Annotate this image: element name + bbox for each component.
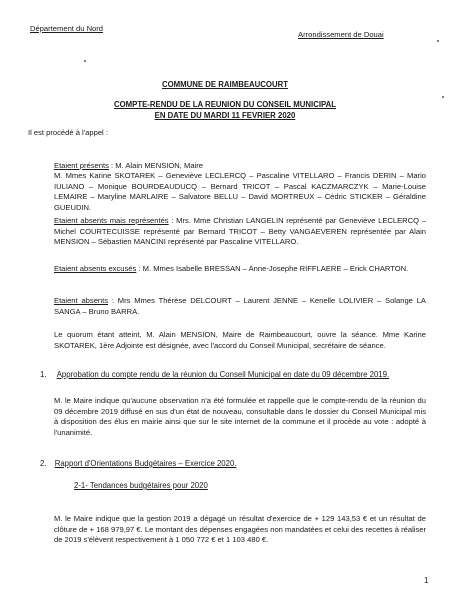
present-members xyxy=(54,150,426,214)
commune-title: COMMUNE DE RAIMBEAUCOURT xyxy=(161,80,289,89)
absent-excused-label: Etaient absents excusés xyxy=(54,264,137,273)
absent-represented-text: : Mrs. Mme Christian LANGELIN représenté par Geneviève LECLERCQ – Michel COURTECUISSE représenté par Bernard TRICOT – Betty VANGAEVEREN représentée par Alain MENSION – Sébastien MANCINI représenté par Pascaline VITELLARO. xyxy=(54,216,427,247)
section-2-body: M. le Maire indique que la gestion 2019 a dégagé un résultat d'exercice de + 129 143,53 € et un résultat de clôture de + 168 979,97 €. Le montant des dépenses engagées non mandatées et celui des recettes à réaliser de 2019 s'élèvent respectivement à 1 050 772 € et 1 103 480 €. xyxy=(54,514,426,545)
absent-represented-label: Etaient absents mais représentés xyxy=(54,216,169,225)
department-header: Département du Nord xyxy=(30,24,104,33)
section-1-title: Approbation du compte rendu de la réunion du Conseil Municipal en date du 09 décembre 2019. xyxy=(56,370,390,379)
section-2-subtitle xyxy=(74,480,426,491)
section-2-title: Rapport d'Orientations Budgétaires – Exercice 2020. xyxy=(54,459,237,468)
present-members-label: Etaient présents xyxy=(54,160,109,170)
absent-label: Etaient absents xyxy=(54,296,109,305)
scan-speck xyxy=(442,96,444,98)
section-2-subtitle-text: 2-1- Tendances budgétaires pour 2020 xyxy=(74,481,208,490)
absent-text: : Mrs Mmes Thérèse DELCOURT – Laurent JENNE – Kenelle LOLIVIER – Solange LA SANGA – Bruno BARRA. xyxy=(54,296,426,316)
section-2-number: 2. xyxy=(40,459,47,468)
scan-speck xyxy=(84,60,86,62)
report-title-line1: COMPTE-RENDU DE LA REUNION DU CONSEIL MUNICIPAL xyxy=(113,100,337,109)
arrondissement-header: Arrondissement de Douai xyxy=(298,30,384,39)
absent-excused-members xyxy=(54,264,426,275)
roll-call-intro: Il est procédé à l'appel : xyxy=(28,128,108,137)
page-number: 1 xyxy=(424,576,429,585)
absent-members xyxy=(54,296,426,317)
section-1-number: 1. xyxy=(40,370,47,379)
section-1-body: M. le Maire indique qu'aucune observation n'a été formulée et rappelle que le compte-rendu de la réunion du 09 décembre 2019 diffusé en sus d'un état de nouveau, consultable dans le dossier du Conseil Municipal mis à disposition des élus en mairie ainsi que sur le site internet de la commune et il procède au vote : adopté à l'unanimité. xyxy=(54,396,426,437)
quorum-paragraph: Le quorum étant atteint, M. Alain MENSION, Maire de Raimbeaucourt, ouvre la séance. Mme Karine SKOTAREK, 1ère Adjointe est désignée, avec l'accord du Conseil Municipal, secrétaire de séance. xyxy=(54,330,426,350)
report-title-line2: EN DATE DU MARDI 11 FEVRIER 2020 xyxy=(154,111,296,120)
section-2-heading xyxy=(40,458,426,469)
section-1-heading xyxy=(40,369,426,380)
absent-excused-text: : M. Mmes Isabelle BRESSAN – Anne-Josephe RIFFLAERE – Erick CHARTON. xyxy=(136,264,409,273)
scan-speck xyxy=(437,40,439,42)
present-members-text: : M. Alain MENSION, Maire M. Mmes Karine SKOTAREK – Geneviève LECLERCQ – Pascaline VITELLARO – Francis DERIN – Mario IULIANO – Monique BOURDEAUDUCQ – Bernard TRICOT – Pascal KACZMARCZYK – Marie-Louise LEMAIRE – Maryline MARLAIRE – Salvatore BELLU – David MORTREUX – Cédric STICKER – Géraldine GUEUDIN. xyxy=(54,160,426,212)
absent-represented-members xyxy=(54,216,426,248)
